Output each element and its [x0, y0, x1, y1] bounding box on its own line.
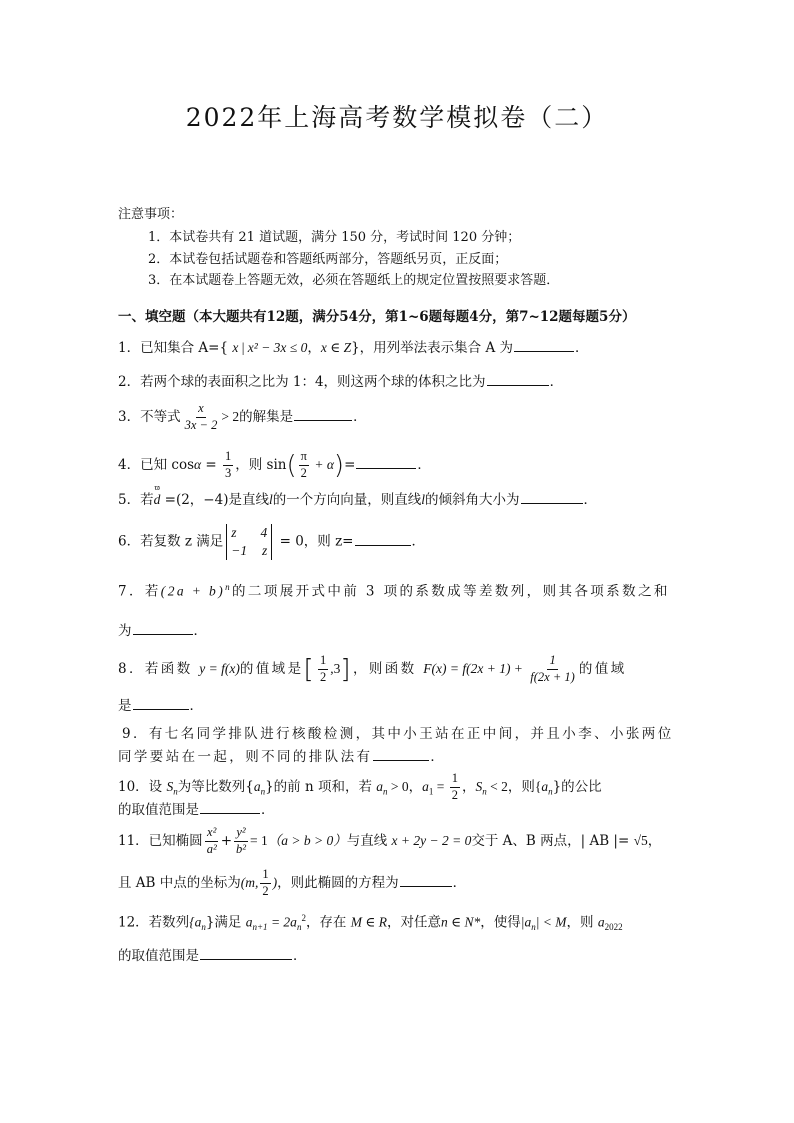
question-3: 3．不等式 $\frac{x}{3x - 2}$ > 2的解集是 ． [118, 401, 367, 432]
answer-blank[interactable] [200, 801, 260, 814]
question-12-line-2: 的取值范围是 ． [118, 948, 307, 964]
answer-blank[interactable] [133, 697, 189, 710]
question-5: 5．若 ϖ d =(2，−4)是直线l的一个方向向量，则直线l的倾斜角大小为 ． [118, 483, 598, 508]
answer-blank[interactable] [521, 491, 583, 504]
note-item: 2．本试卷包括试题卷和答题纸两部分，答题纸另页，正反面； [148, 252, 508, 267]
question-11-line-2: 且 AB 中点的坐标为(m, $\frac{1}{2}$ )，则此椭圆的方程为 ． [118, 867, 467, 898]
question-9-line-2: 同学要站在一起，则不同的排队法有 ． [118, 749, 447, 765]
note-item: 1．本试卷共有 21 道试题，满分 150 分，考试时间 120 分钟； [148, 230, 521, 245]
answer-blank[interactable] [487, 373, 549, 386]
question-9: 9．有七名同学排队进行核酸检测，其中小王站在正中间，并且小李、小张两位 [122, 726, 674, 742]
question-10-line-2: 的取值范围是 ． [118, 802, 275, 818]
question-7: 7．若$(2a + b)^n$的二项展开式中前 3 项的系数成等差数列，则其各项系数之和 [118, 582, 670, 600]
question-8-line-2: 是 ． [118, 698, 203, 714]
answer-blank[interactable] [133, 622, 193, 635]
note-item: 3．在本试题卷上答题无效，必须在答题纸上的规定位置按照要求答题． [148, 273, 560, 288]
question-11: 11．已知椭圆 $\frac{\text{x²}}{\text{a²}}$ + $\frac{\text{y²}}{\text{b²}}$ = 1（a > b > 0）与直线 x + 2y − 2 = 0交于 A、B 两点，| AB |= √5， [118, 825, 662, 856]
answer-blank[interactable] [400, 874, 452, 887]
question-10: 10．设 $S_n$为等比数列$\{a_n\}$的前 n 项和，若 $a_n > 0$，$a_1$ = $\frac{1}{2}$ ，$S_n < 2$，则$\{a_n\}$的公比 [118, 771, 602, 802]
question-7-line-2: 为 ． [118, 623, 207, 639]
notes-heading: 注意事项： [118, 207, 184, 222]
question-6: 6．若复数 z 满足 z 4 −1 z = 0，则 z= ． [118, 525, 425, 558]
section-title: 一、填空题（本大题共有12题，满分54分，第1~6题每题4分，第7~12题每题5分） [118, 309, 636, 325]
answer-blank[interactable] [200, 947, 292, 960]
question-1: 1．已知集合 A={ x | x² − 3x ≤ 0，x ∈ Z}，用列举法表示集合 A 为 ． [118, 340, 589, 356]
answer-blank[interactable] [373, 748, 429, 761]
answer-blank[interactable] [356, 456, 416, 469]
question-12: 12．若数列$\{a_n\}$满足 $a_{n+1} = 2a_n^2$，存在 M ∈ R，对任意n ∈ N*，使得$|a_n| < M$，则 $a_{2022}$ [118, 913, 623, 933]
determinant: z 4 −1 z [226, 524, 272, 560]
answer-blank[interactable] [514, 339, 574, 352]
question-8: 8．若函数 y = f(x)的值域是[ $\frac{1}{2}$ ,3]，则函数 F(x) = f(2x + 1) + $\frac{1}{f(2x + 1)}$ 的值域 [118, 653, 627, 685]
answer-blank[interactable] [355, 533, 411, 546]
page-title: 2022年上海高考数学模拟卷（二） [185, 103, 609, 132]
answer-blank[interactable] [294, 408, 352, 421]
question-4: 4．已知 cosα = $\frac{1}{3}$ ，则 sin( $\frac{\pi}{2}$ + α)= ． [118, 449, 431, 481]
question-2: 2．若两个球的表面积之比为 1：4，则这两个球的体积之比为 ． [118, 374, 564, 390]
